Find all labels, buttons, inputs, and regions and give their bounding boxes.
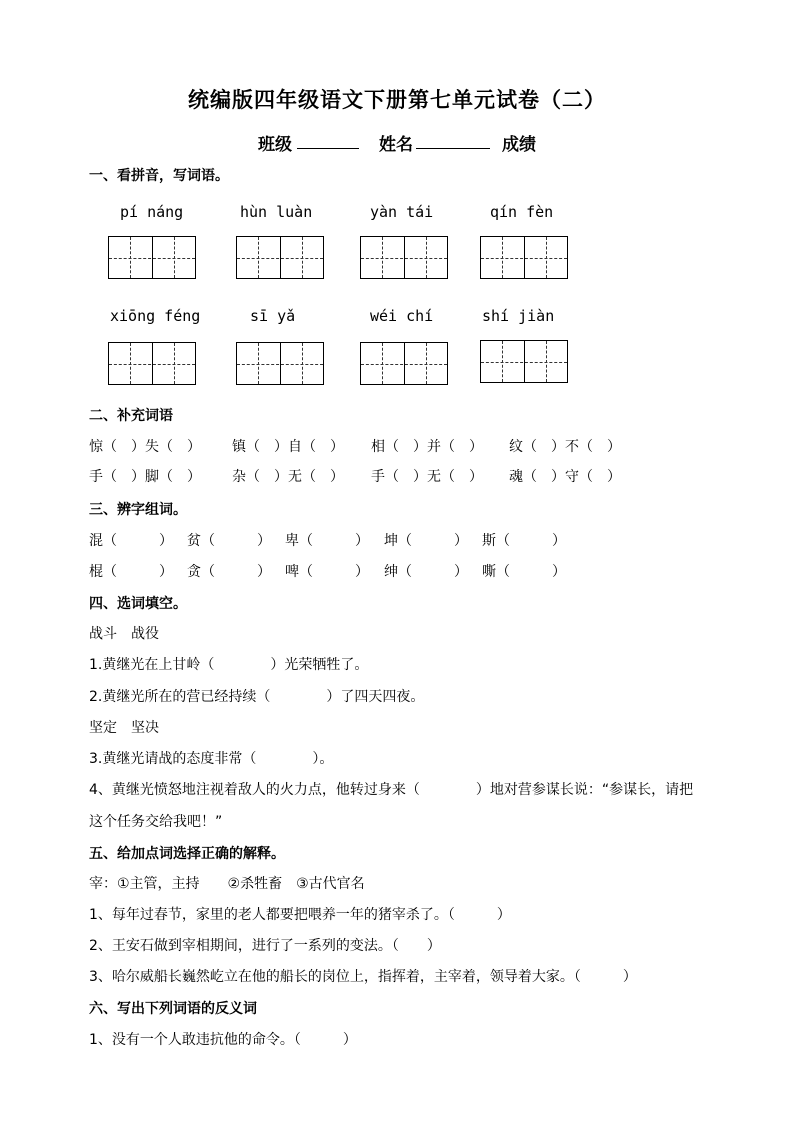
word-blank[interactable]: 混（ ） xyxy=(89,533,173,549)
idiom-blank[interactable]: 魂（ ）守（ ） xyxy=(509,469,621,485)
pinyin: yàn tái xyxy=(370,203,434,221)
question[interactable]: 3、哈尔威船长巍然屹立在他的船长的岗位上，指挥着，主宰着，领导着大家。（ ） xyxy=(89,969,637,985)
pinyin: sī yǎ xyxy=(250,307,296,325)
writing-grid[interactable] xyxy=(360,236,448,279)
word-blank[interactable]: 斯（ ） xyxy=(482,533,566,549)
idiom-blank[interactable]: 惊（ ）失（ ） xyxy=(89,439,201,455)
idiom-blank[interactable]: 相（ ）并（ ） xyxy=(371,439,483,455)
idiom-blank[interactable]: 杂（ ）无（ ） xyxy=(232,469,344,485)
section-5-heading: 五、给加点词选择正确的解释。 xyxy=(89,846,285,862)
word-blank[interactable]: 卑（ ） xyxy=(285,533,369,549)
definitions: 宰：①主管，主持 ②杀牲畜 ③古代官名 xyxy=(89,876,365,892)
word-choices: 坚定 坚决 xyxy=(89,720,159,736)
pinyin: shí jiàn xyxy=(482,307,555,325)
class-field[interactable] xyxy=(297,131,359,149)
section-6-heading: 六、写出下列词语的反义词 xyxy=(89,1001,257,1017)
idiom-blank[interactable]: 纹（ ）不（ ） xyxy=(509,439,621,455)
writing-grid[interactable] xyxy=(360,342,448,385)
writing-grid[interactable] xyxy=(108,236,196,279)
writing-grid[interactable] xyxy=(480,236,568,279)
idiom-blank[interactable]: 手（ ）脚（ ） xyxy=(89,469,201,485)
word-blank[interactable]: 绅（ ） xyxy=(384,564,468,580)
class-label: 班级 xyxy=(258,135,292,155)
word-choices: 战斗 战役 xyxy=(89,626,159,642)
idiom-blank[interactable]: 手（ ）无（ ） xyxy=(371,469,483,485)
question-continued: 这个任务交给我吧！” xyxy=(89,814,223,830)
writing-grid[interactable] xyxy=(236,236,324,279)
question[interactable]: 1、没有一个人敢违抗他的命令。（ ） xyxy=(89,1032,357,1048)
idiom-blank[interactable]: 镇（ ）自（ ） xyxy=(232,439,344,455)
pinyin: qín fèn xyxy=(490,203,554,221)
question[interactable]: 4、黄继光愤怒地注视着敌人的火力点，他转过身来（ ）地对营参谋长说：“参谋长，请把 xyxy=(89,782,694,798)
writing-grid[interactable] xyxy=(236,342,324,385)
pinyin: hùn luàn xyxy=(240,203,313,221)
word-blank[interactable]: 贪（ ） xyxy=(187,564,271,580)
name-field[interactable] xyxy=(416,131,490,149)
pinyin: pí náng xyxy=(120,203,184,221)
writing-grid[interactable] xyxy=(480,340,568,383)
word-blank[interactable]: 贫（ ） xyxy=(187,533,271,549)
page-title: 统编版四年级语文下册第七单元试卷（二） xyxy=(188,87,606,112)
writing-grid[interactable] xyxy=(108,342,196,385)
question[interactable]: 2.黄继光所在的营已经持续（ ）了四天四夜。 xyxy=(89,689,425,705)
word-blank[interactable]: 棍（ ） xyxy=(89,564,173,580)
question[interactable]: 1.黄继光在上甘岭（ ）光荣牺牲了。 xyxy=(89,657,369,673)
question[interactable]: 2、王安石做到宰相期间，进行了一系列的变法。（ ） xyxy=(89,938,441,954)
name-label: 姓名 xyxy=(379,135,413,155)
question[interactable]: 3.黄继光请战的态度非常（ ）。 xyxy=(89,751,334,767)
pinyin: wéi chí xyxy=(370,307,434,325)
section-3-heading: 三、辨字组词。 xyxy=(89,502,187,518)
word-blank[interactable]: 坤（ ） xyxy=(384,533,468,549)
pinyin: xiōng féng xyxy=(110,307,201,325)
section-4-heading: 四、选词填空。 xyxy=(89,596,187,612)
section-1-heading: 一、看拼音，写词语。 xyxy=(89,168,229,184)
word-blank[interactable]: 啤（ ） xyxy=(285,564,369,580)
word-blank[interactable]: 嘶（ ） xyxy=(482,564,566,580)
section-2-heading: 二、补充词语 xyxy=(89,408,173,424)
question[interactable]: 1、每年过春节，家里的老人都要把喂养一年的猪宰杀了。（ ） xyxy=(89,907,511,923)
score-label: 成绩 xyxy=(502,135,536,155)
